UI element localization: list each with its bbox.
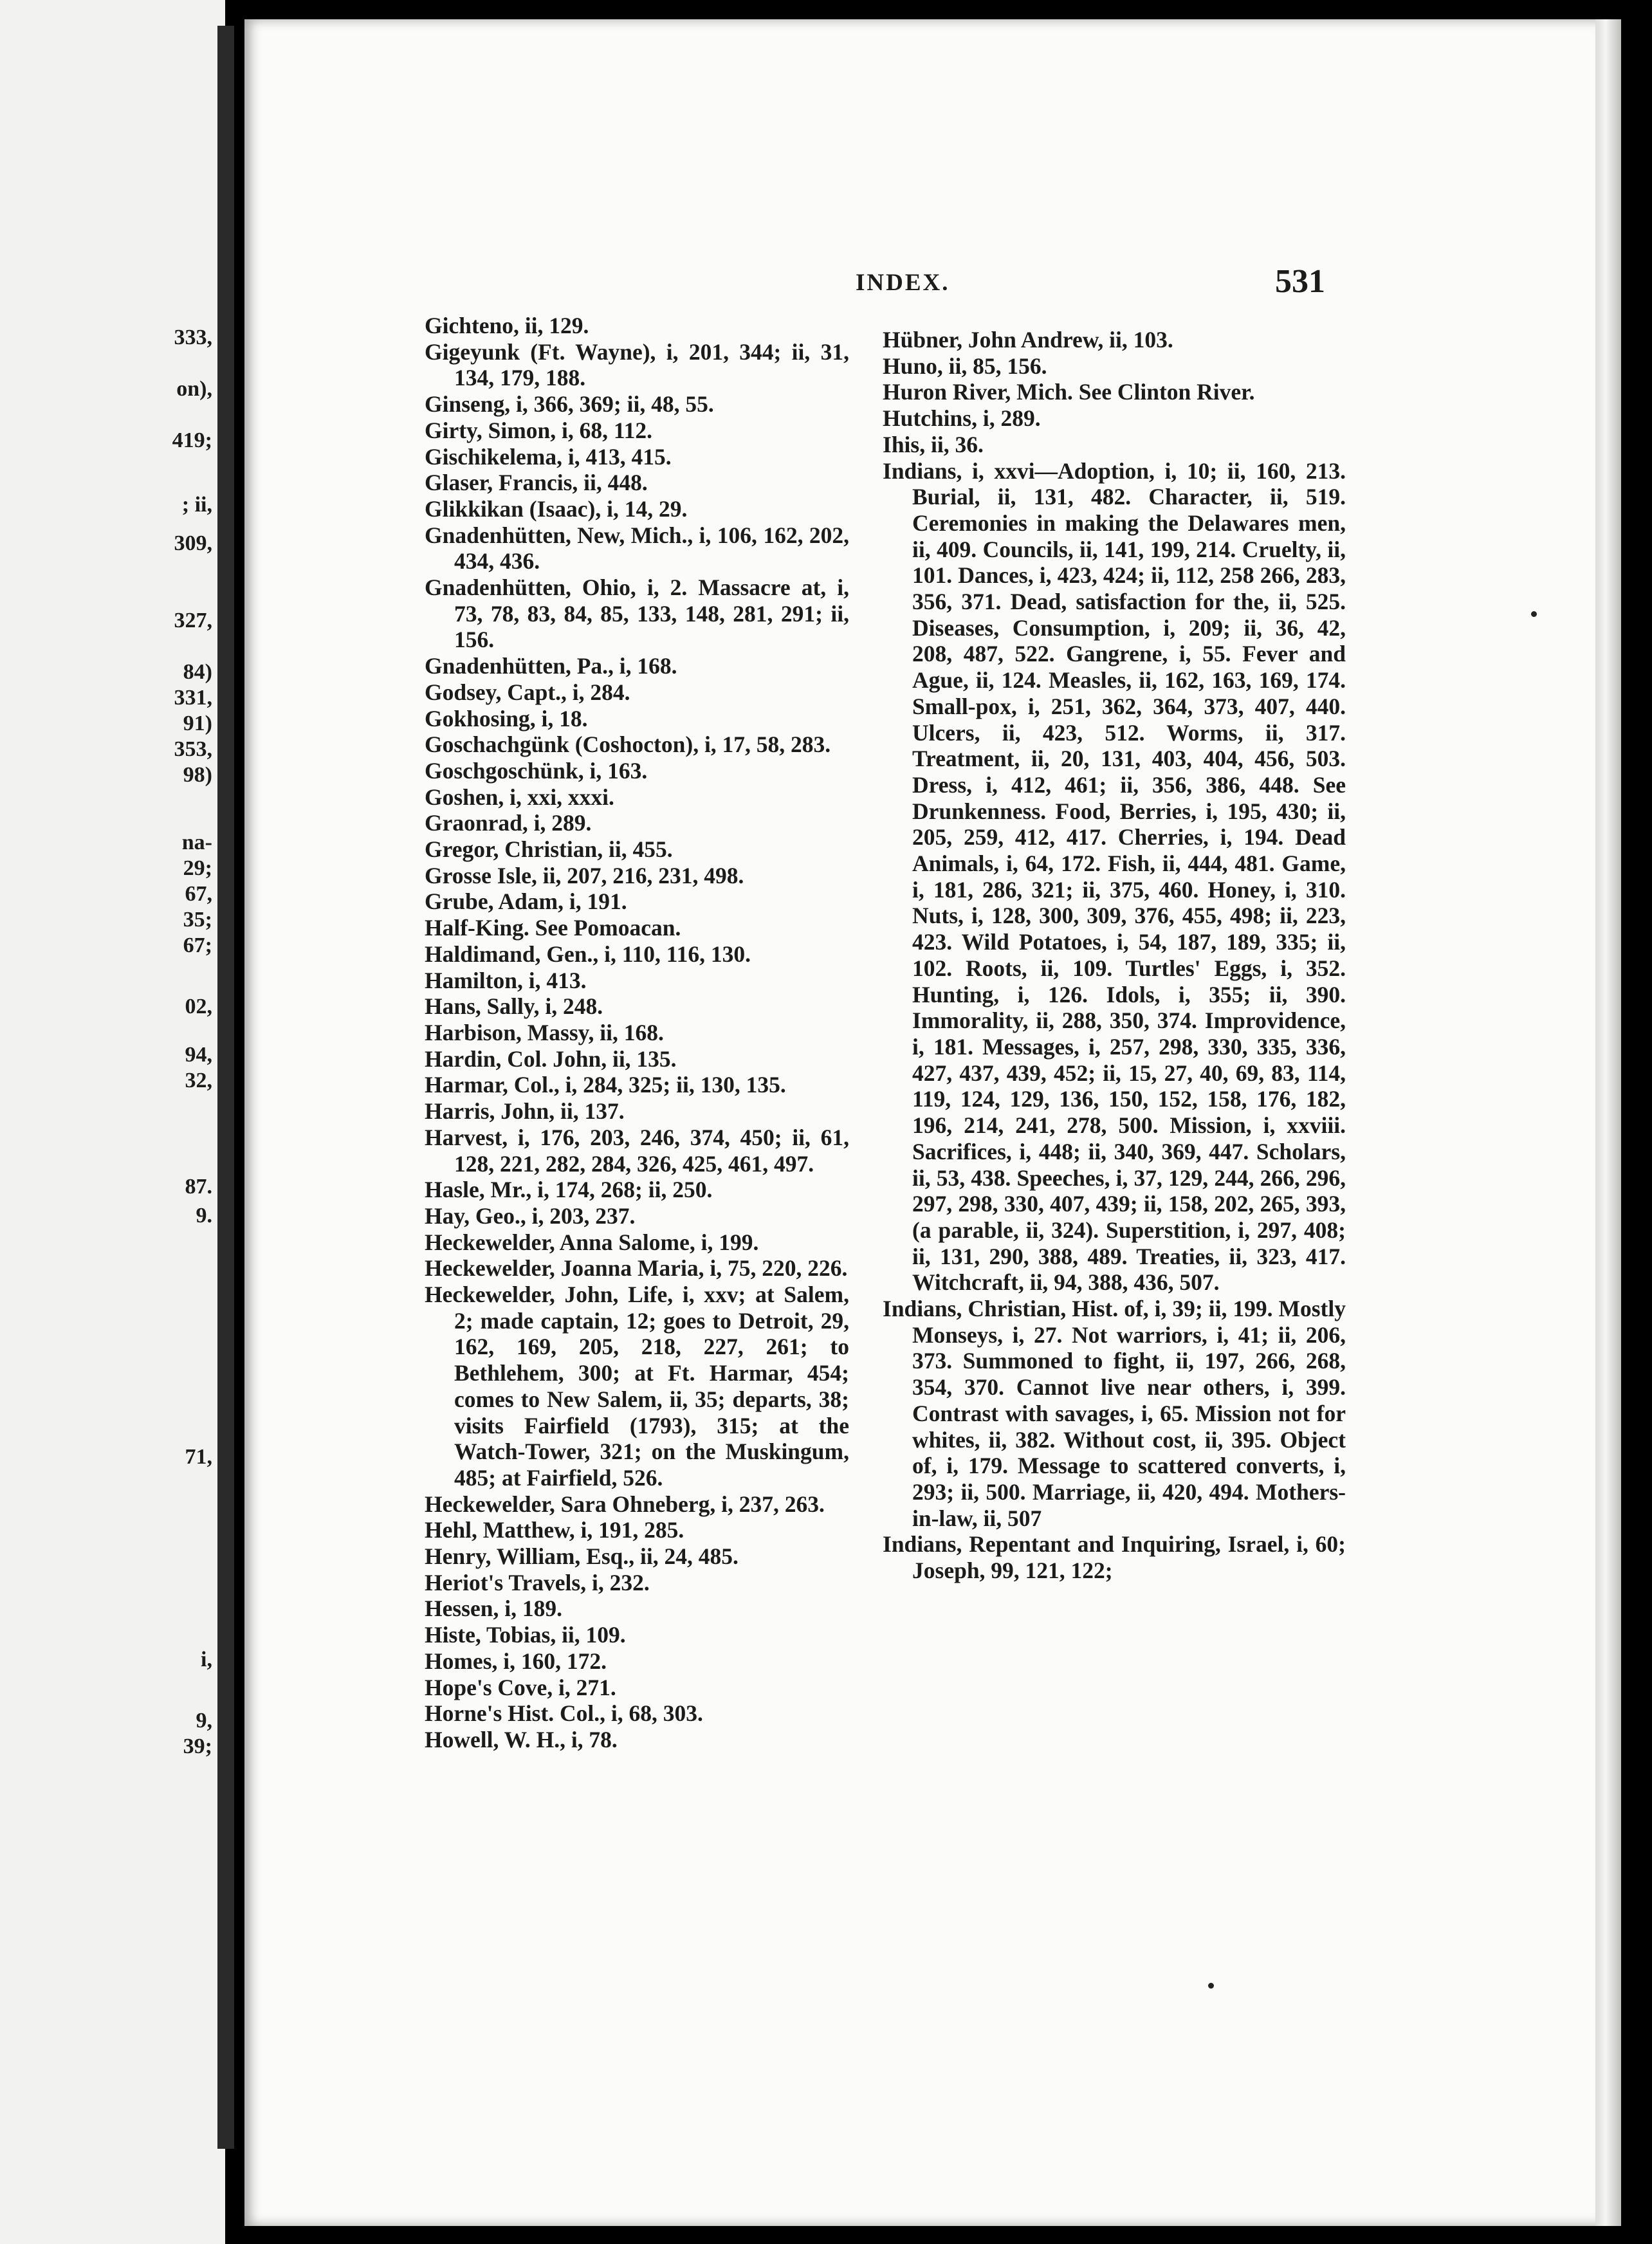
index-entry: Hübner, John Andrew, ii, 103.	[883, 327, 1173, 353]
index-entry: Gnadenhütten, Pa., i, 168.	[425, 653, 677, 679]
index-entry: Grube, Adam, i, 191.	[425, 888, 627, 915]
index-entry: Hope's Cove, i, 271.	[425, 1674, 616, 1700]
index-entry: Gischikelema, i, 413, 415.	[425, 443, 672, 470]
left-page-fragment: 331,	[174, 686, 212, 710]
scan-speck	[1208, 1983, 1214, 1989]
left-page-fragment: 98)	[183, 763, 212, 787]
index-entry: Indians, Repentant and Inquiring, Israel, i, 60; Joseph, 99, 121, 122;	[883, 1531, 1346, 1584]
index-entry: Histe, Tobias, ii, 109.	[425, 1622, 626, 1648]
index-entry: Hans, Sally, i, 248.	[425, 993, 603, 1020]
left-page-fragment: 309,	[174, 531, 212, 555]
left-page-fragment: 02,	[185, 995, 212, 1018]
book-gutter	[217, 26, 234, 2149]
index-entry: Huron River, Mich. See Clinton River.	[883, 379, 1255, 405]
index-entry: Hasle, Mr., i, 174, 268; ii, 250.	[425, 1177, 713, 1203]
index-entry: Goschgoschünk, i, 163.	[425, 757, 648, 784]
left-page-fragment: 87.	[185, 1175, 212, 1199]
left-page-fragment: 353,	[174, 737, 212, 761]
left-page-fragment: 32,	[185, 1069, 212, 1092]
index-entry: Goschachgünk (Coshocton), i, 17, 58, 283.	[425, 731, 831, 758]
index-entry: Gregor, Christian, ii, 455.	[425, 836, 673, 863]
index-entry: Girty, Simon, i, 68, 112.	[425, 417, 653, 443]
index-entry: Howell, W. H., i, 78.	[425, 1726, 618, 1752]
index-entry: Glaser, Francis, ii, 448.	[425, 470, 648, 496]
index-column-right	[883, 327, 1346, 1584]
index-entry: Indians, Christian, Hist. of, i, 39; ii, 199. Mostly Monseys, i, 27. Not warriors, i, 41; ii, 206, 373. Summoned to fight, ii, 197, 266, 268, 354, 370. Cannot live near others, i, 399. Contrast with savages, i, 65. Mission not for whites, ii, 382. Without cost, ii, 395. Object of, i, 179. Message to scattered converts, i, 293; ii, 500. Marriage, ii, 420, 494. Mothers-in-law, ii, 507	[883, 1296, 1346, 1531]
index-entry: Horne's Hist. Col., i, 68, 303.	[425, 1700, 703, 1727]
left-page-margin-fragments	[0, 0, 219, 2244]
index-entry: Hardin, Col. John, ii, 135.	[425, 1045, 677, 1072]
left-page-fragment: 419;	[172, 428, 212, 452]
left-page-fragment: 333,	[174, 326, 212, 349]
left-page-fragment: 35;	[183, 908, 212, 932]
left-page-fragment: 9.	[196, 1204, 212, 1228]
index-column-left	[425, 313, 849, 1753]
index-entry: Gokhosing, i, 18.	[425, 705, 588, 731]
left-page-fragment: i,	[201, 1648, 212, 1671]
index-entry: Hutchins, i, 289.	[883, 405, 1041, 432]
left-page-fragment: 91)	[183, 712, 212, 735]
index-entry: Heckewelder, Joanna Maria, i, 75, 220, 226.	[425, 1255, 848, 1282]
index-entry: Heriot's Travels, i, 232.	[425, 1569, 650, 1596]
left-page-fragment: 39;	[183, 1734, 212, 1758]
index-entry: Ihis, ii, 36.	[883, 431, 984, 457]
index-entry: Gnadenhütten, New, Mich., i, 106, 162, 202, 434, 436.	[425, 522, 849, 575]
index-entry: Heckewelder, John, Life, i, xxv; at Salem, 2; made captain, 12; goes to Detroit, 29, 162, 169, 205, 218, 227, 261; to Bethlehem, 300; at Ft. Harmar, 454; comes to New Salem, ii, 35; departs, 38; visits Fairfield (1793), 315; at the Watch-Tower, 321; on the Muskingum, 485; at Fairfield, 526.	[425, 1282, 849, 1491]
left-page-fragment: on),	[176, 377, 212, 401]
index-entry: Hehl, Matthew, i, 191, 285.	[425, 1517, 684, 1543]
left-facing-page	[0, 0, 225, 2244]
index-entry: Goshen, i, xxi, xxxi.	[425, 784, 614, 810]
left-page-fragment: 84)	[183, 660, 212, 684]
index-entry: Hay, Geo., i, 203, 237.	[425, 1202, 636, 1229]
index-entry: Glikkikan (Isaac), i, 14, 29.	[425, 495, 688, 522]
page-number: 531	[1275, 263, 1325, 300]
left-page-fragment: ; ii,	[181, 493, 212, 517]
left-page-fragment: 71,	[185, 1445, 212, 1469]
left-page-fragment: 67,	[185, 882, 212, 906]
running-head: INDEX.	[856, 270, 950, 296]
index-entry: Graonrad, i, 289.	[425, 810, 592, 836]
index-entry: Harvest, i, 176, 203, 246, 374, 450; ii, 61, 128, 221, 282, 284, 326, 425, 461, 497.	[425, 1124, 849, 1177]
index-entry: Indians, i, xxvi—Adoption, i, 10; ii, 160, 213. Burial, ii, 131, 482. Character, ii, 519. Ceremonies in making the Delawares men, ii, 409. Councils, ii, 141, 199, 214. Cruelty, ii, 101. Dances, i, 423, 424; ii, 112, 258 266, 283, 356, 371. Dead, satisfaction for the, ii, 525. Diseases, Consumption, i, 209; ii, 36, 42, 208, 487, 522. Gangrene, i, 55. Fever and Ague, ii, 124. Measles, ii, 162, 163, 169, 174. Small-pox, i, 251, 362, 364, 373, 407, 440. Ulcers, ii, 423, 512. Worms, ii, 317. Treatment, ii, 20, 131, 403, 404, 456, 503. Dress, i, 412, 461; ii, 356, 386, 448. See Drunkenness. Food, Berries, i, 195, 430; ii, 205, 259, 412, 417. Cherries, i, 194. Dead Animals, i, 64, 172. Fish, ii, 444, 481. Game, i, 181, 286, 321; ii, 375, 460. Honey, i, 310. Nuts, i, 128, 300, 309, 376, 455, 498; ii, 223, 423. Wild Potatoes, i, 54, 187, 189, 335; ii, 102. Roots, ii, 109. Turtles' Eggs, i, 352. Hunting, i, 126. Idols, i, 355; ii, 390. Immorality, ii, 288, 350, 374. Improvidence, i, 181. Messages, i, 257, 298, 330, 335, 336, 427, 437, 439, 452; ii, 15, 27, 40, 69, 83, 114, 119, 124, 129, 136, 150, 152, 158, 176, 182, 196, 214, 241, 278, 500. Mission, i, xxviii. Sacrifices, i, 448; ii, 340, 369, 447. Scholars, ii, 53, 438. Speeches, i, 37, 129, 244, 266, 296, 297, 298, 330, 407, 439; ii, 158, 202, 265, 393, (a parable, ii, 324). Superstition, i, 297, 408; ii, 131, 290, 388, 489. Treaties, ii, 323, 417. Witchcraft, ii, 94, 388, 436, 507.	[883, 457, 1346, 1296]
index-entry: Harmar, Col., i, 284, 325; ii, 130, 135.	[425, 1072, 786, 1098]
left-page-fragment: 67;	[183, 933, 212, 957]
index-entry: Henry, William, Esq., ii, 24, 485.	[425, 1543, 739, 1570]
index-entry: Ginseng, i, 366, 369; ii, 48, 55.	[425, 391, 714, 418]
index-entry: Gnadenhütten, Ohio, i, 2. Massacre at, i, 73, 78, 83, 84, 85, 133, 148, 281, 291; ii, 156.	[425, 575, 849, 653]
left-page-fragment: 9,	[196, 1709, 212, 1733]
page-edge	[1595, 19, 1621, 2226]
index-entry: Hessen, i, 189.	[425, 1596, 562, 1622]
index-entry: Heckewelder, Sara Ohneberg, i, 237, 263.	[425, 1491, 825, 1517]
index-entry: Grosse Isle, ii, 207, 216, 231, 498.	[425, 862, 744, 888]
index-entry: Hamilton, i, 413.	[425, 967, 587, 993]
scan-speck	[1531, 611, 1537, 617]
index-entry: Haldimand, Gen., i, 110, 116, 130.	[425, 941, 751, 967]
left-page-fragment: 327,	[174, 609, 212, 632]
index-entry: Huno, ii, 85, 156.	[883, 353, 1047, 379]
index-entry: Homes, i, 160, 172.	[425, 1648, 607, 1674]
index-entry: Godsey, Capt., i, 284.	[425, 679, 630, 705]
index-entry: Heckewelder, Anna Salome, i, 199.	[425, 1229, 759, 1255]
index-entry: Half-King. See Pomoacan.	[425, 915, 681, 941]
index-entry: Harris, John, ii, 137.	[425, 1098, 625, 1125]
index-entry: Gichteno, ii, 129.	[425, 313, 589, 338]
index-entry: Gigeyunk (Ft. Wayne), i, 201, 344; ii, 31, 134, 179, 188.	[425, 338, 849, 391]
left-page-fragment: 94,	[185, 1043, 212, 1067]
left-page-fragment: 29;	[183, 856, 212, 880]
index-entry: Harbison, Massy, ii, 168.	[425, 1019, 664, 1045]
left-page-fragment: na-	[181, 831, 212, 854]
